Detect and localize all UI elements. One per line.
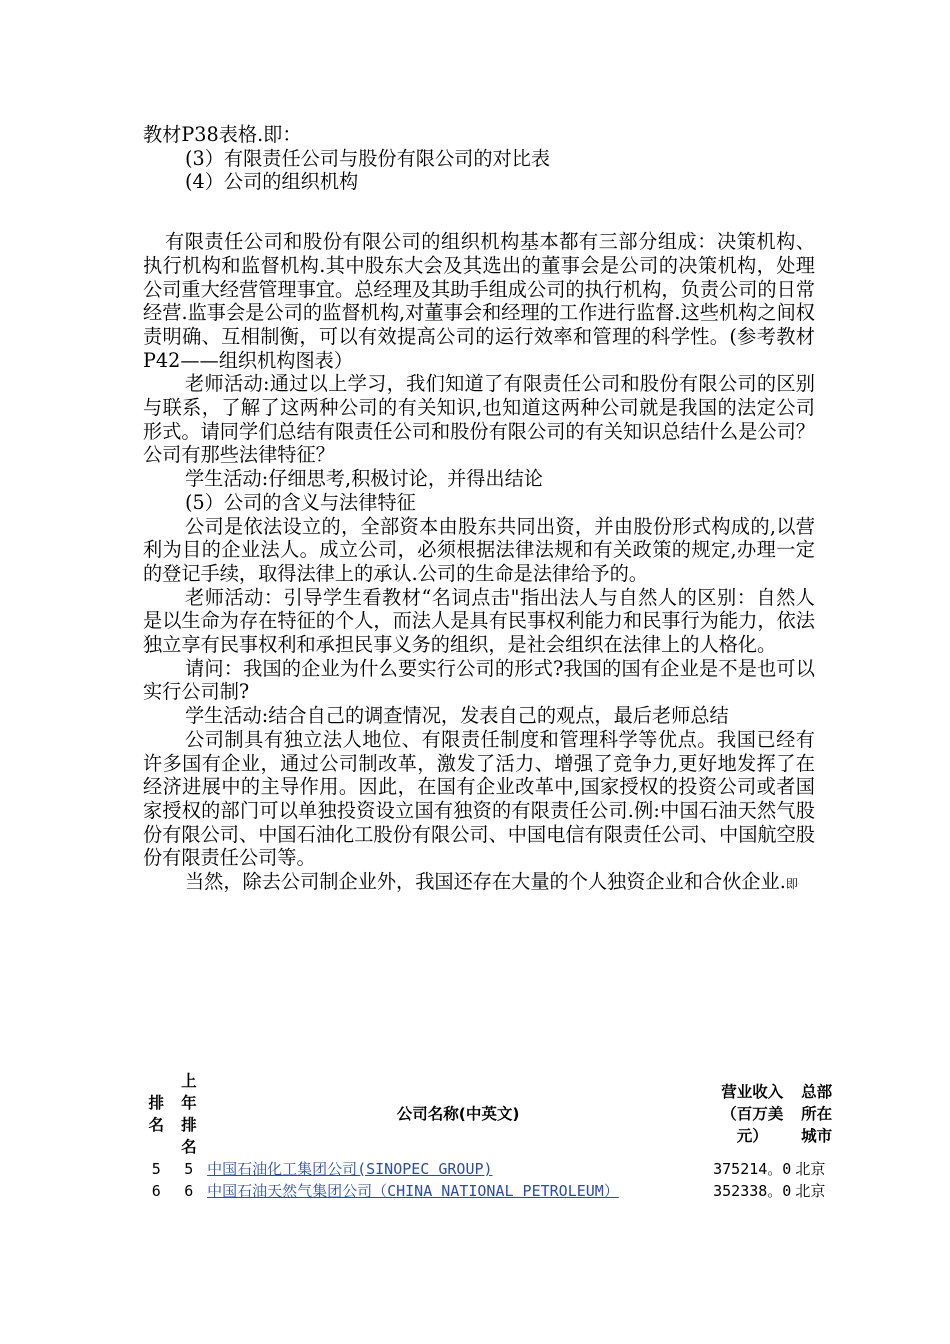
other-enterprises-tail: 即 (785, 877, 798, 892)
table-row (140, 1158, 840, 1180)
line-textbook-table: 教材P38表格.即： (143, 123, 302, 146)
cell-revenue: 375214。0 (713, 1160, 792, 1178)
cell-last-rank: 6 (184, 1182, 194, 1200)
cell-rank: 6 (151, 1182, 161, 1200)
heading-definition: (5）公司的含义与法律特征 (185, 490, 416, 514)
paragraph-student-activity-1: 学生活动:仔细思考,积极讨论，并得出结论 (185, 467, 543, 491)
paragraph-company-system: 公司制具有独立法人地位、有限责任制度和管理科学等优点。我国已经有许多国有企业，通过公司制改革，激发了活力、增强了竞争力,更好地发挥了在经济进展中的主导作用。因此，在国有企业改革中,国家授权的投资公司或者国家授权的部门可以单独投资设立国有独资的有限责任公司.例:中国石油天然气股份有限公司、中国石油化工股份有限公司、中国电信有限责任公司、中国航空股份有限责任公司等。 (143, 727, 815, 870)
paragraph-question: 请问：我国的企业为什么要实行公司的形式?我国的国有企业是不是也可以实行公司制? (143, 656, 815, 704)
cell-company (205, 1180, 711, 1202)
paragraph-teacher-activity-2: 老师活动：引导学生看教材“名词点击"指出法人与自然人的区别：自然人是以生命为存在特征的个人，而法人是具有民事权利能力和民事行为能力，依法独立享有民事权利和承担民事义务的组织，是社会组织在法律上的人格化。 (143, 585, 815, 657)
cell-revenue: 352338。0 (713, 1182, 792, 1200)
paragraph-student-activity-2: 学生活动:结合自己的调查情况，发表自己的观点，最后老师总结 (185, 704, 729, 728)
header-hq: 总部所在城市 (801, 1083, 833, 1145)
header-rank: 排名 (148, 1094, 165, 1134)
paragraph-definition: 公司是依法设立的，全部资本由股东共同出资，并由股份形式构成的,以营利为目的企业法人。成立公司，必须根据法律法规和有关政策的规定,办理一定的登记手续，取得法律上的承认.公司的生命是法律给予的。 (143, 514, 815, 585)
heading-comparison-table: (3）有限责任公司与股份有限公司的对比表 (185, 146, 551, 170)
other-enterprises-text: 当然，除去公司制企业外，我国还存在大量的个人独资企业和合伙企业. (185, 870, 786, 894)
paragraph-teacher-activity-1: 老师活动:通过以上学习，我们知道了有限责任公司和股份有限公司的区别与联系，了解了这两种公司的有关知识,也知道这两种公司就是我国的法定公司形式。请同学们总结有限责任公司和股份有限公司的有关知识总结什么是公司？公司有那些法律特征？ (143, 372, 815, 467)
fortune-ranking-table (140, 1070, 840, 1202)
header-company: 公司名称(中英文) (396, 1105, 520, 1123)
cell-company (205, 1158, 711, 1180)
paragraph-other-enterprises (143, 870, 815, 897)
cell-hq: 北京 (795, 1160, 826, 1178)
table-row (140, 1180, 840, 1202)
company-link-sinopec[interactable]: 中国石油化工集团公司(SINOPEC GROUP) (207, 1160, 493, 1178)
cell-hq: 北京 (795, 1182, 826, 1200)
header-last-rank: 上年排名 (181, 1072, 197, 1156)
cell-last-rank: 5 (184, 1160, 194, 1178)
table-header-row (140, 1070, 840, 1158)
paragraph-gap (143, 194, 815, 230)
body-text (143, 123, 815, 897)
paragraph-organization: 有限责任公司和股份有限公司的组织机构基本都有三部分组成：决策机构、执行机构和监督机构.其中股东大会及其选出的董事会是公司的决策机构，处理公司重大经营管理事宜。总经理及其助手组成公司的执行机构，负责公司的日常经营.监事会是公司的监督机构,对董事会和经理的工作进行监督.这些机构之间权责明确、互相制衡，可以有效提高公司的运行效率和管理的科学性。(参考教材P42——组织机构图表） (143, 230, 815, 372)
heading-organization: (4）公司的组织机构 (185, 170, 359, 194)
cell-rank: 5 (151, 1160, 161, 1178)
header-revenue: 营业收入（百万美元） (721, 1083, 784, 1145)
company-link-cnpc[interactable]: 中国石油天然气集团公司（CHINA NATIONAL PETROLEUM） (207, 1182, 619, 1200)
